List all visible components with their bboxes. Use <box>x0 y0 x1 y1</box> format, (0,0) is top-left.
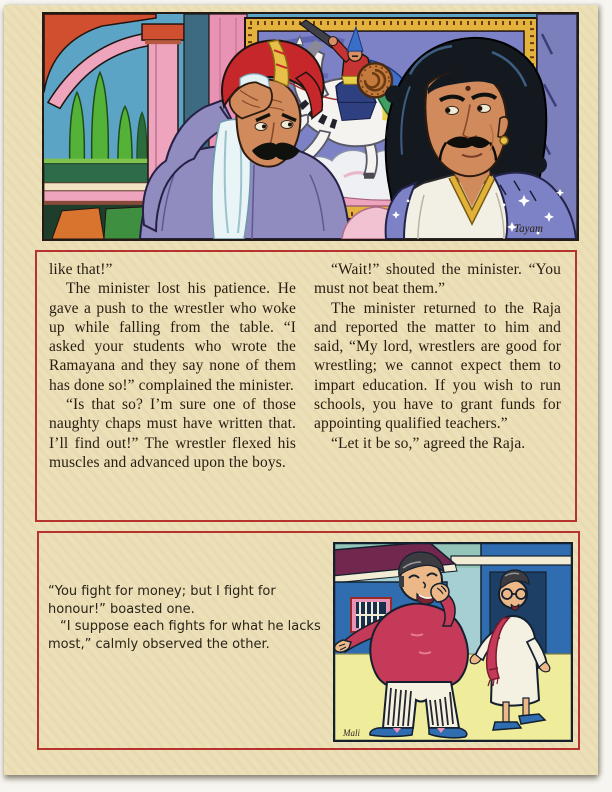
story-paragraph: “Wait!” shouted the minister. “You must not beat them.” <box>314 261 561 298</box>
story-paragraph: like that!” <box>49 261 113 278</box>
tilak-dot <box>465 86 470 91</box>
cartoon-panel <box>37 531 580 750</box>
wrestlers-cartoon <box>333 542 573 742</box>
story-paragraph: “Is that so? I’m sure one of those naughty chaps must have written that. I’ll find out!” The wrestler flexed his muscles and advanced upon the boys. <box>49 396 296 471</box>
palace-scene-panel <box>42 12 579 241</box>
story-text-panel <box>35 250 577 522</box>
artist-signature: Tayam <box>514 222 543 235</box>
comic-page <box>4 5 598 775</box>
wrestlers-cartoon-drawing <box>333 542 573 742</box>
caption-line: “I suppose each fights for what he lacks most,” calmly observed the other. <box>48 619 321 652</box>
gold-earring <box>500 137 508 145</box>
story-left-column <box>49 260 296 520</box>
caption-line: “You fight for money; but I fight for honour!” boasted one. <box>48 584 276 617</box>
story-paragraph: The minister returned to the Raja and reported the matter to him and said, “My lord, wrestlers are good for wrestling; we cannot expect them to impart education. If you wish to run schools, you have to grant funds for appointing qualified teachers.” <box>314 299 561 433</box>
cartoon-caption <box>48 583 322 653</box>
cartoonist-signature: Mali <box>343 728 360 738</box>
story-paragraph: The minister lost his patience. He gave a push to the wrestler who woke up while falling from the table. “I asked your students who wrote the Ramayana and they say none of them has done so!” complained the minister. <box>49 280 296 394</box>
palace-scene-illustration <box>44 14 577 239</box>
story-paragraph: “Let it be so,” agreed the Raja. <box>331 434 526 452</box>
story-right-column <box>314 260 561 520</box>
